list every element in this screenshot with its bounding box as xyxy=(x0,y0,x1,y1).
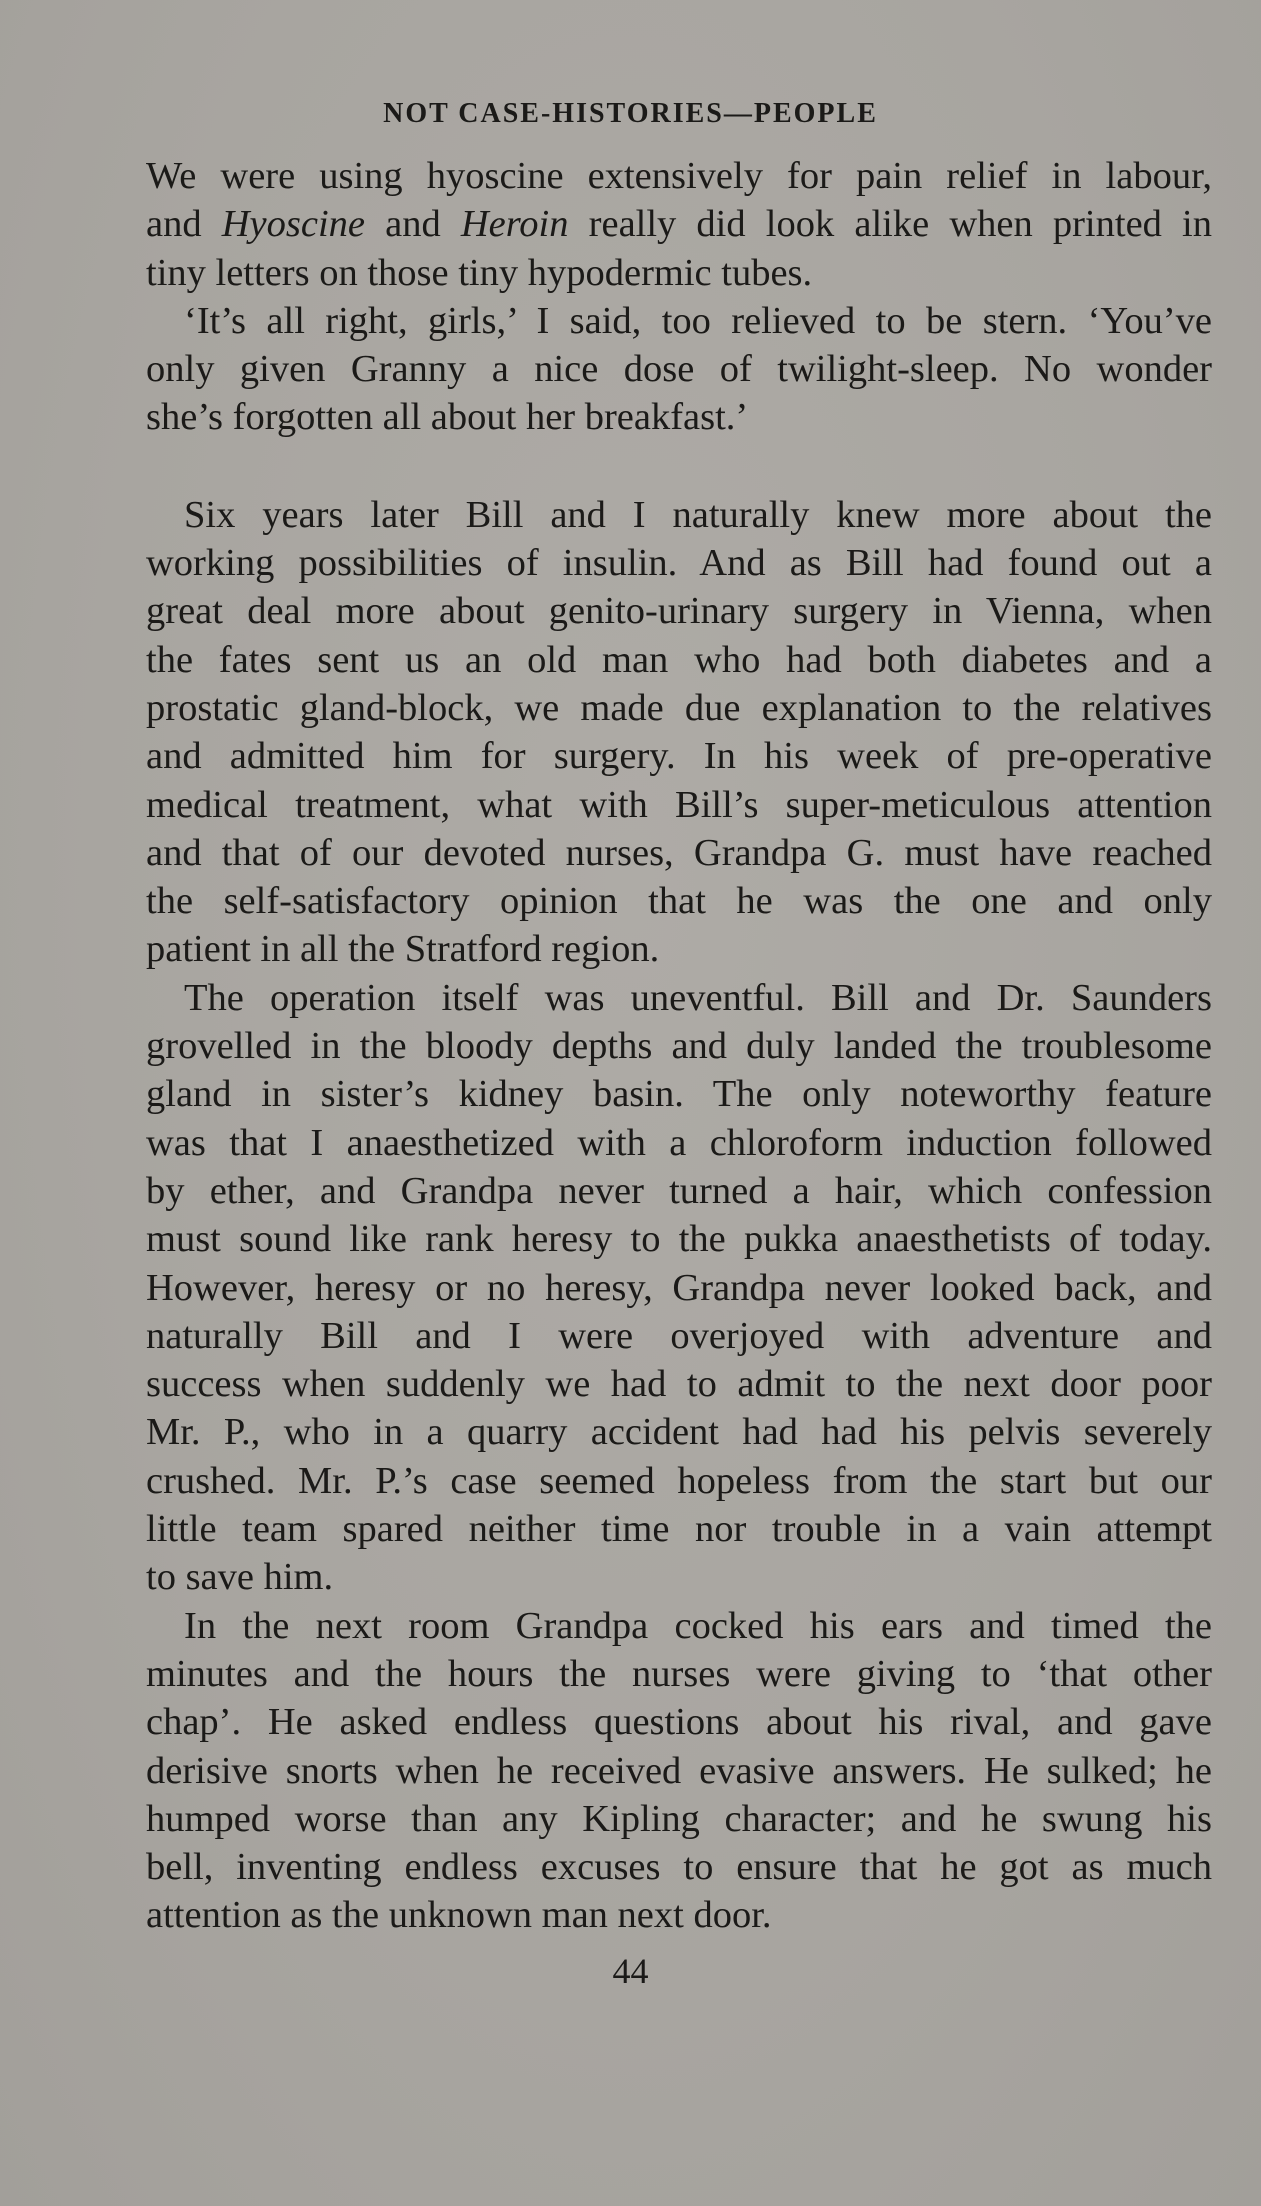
text-line: to save him. xyxy=(146,1556,334,1599)
text-line: The operation itself was uneventful. Bill and Dr. Saunders xyxy=(184,976,1212,1019)
text-line: the self-satisfactory opinion that he was the one and only xyxy=(146,880,1212,923)
text-line: she’s forgotten all about her breakfast.’ xyxy=(146,396,749,439)
text-run: and xyxy=(146,203,222,246)
text-line: only given Granny a nice dose of twilight-sleep. No wonder xyxy=(146,348,1212,391)
text-line: ‘It’s all right, girls,’ I said, too relieved to be stern. ‘You’ve xyxy=(184,299,1212,342)
text-line xyxy=(146,200,1212,248)
text-line: We were using hyoscine extensively for pain relief in labour, xyxy=(146,155,1212,197)
paragraph-5 xyxy=(146,1602,1212,1940)
text-line: working possibilities of insulin. And as Bill had found out a xyxy=(146,542,1212,585)
text-line: However, heresy or no heresy, Grandpa never looked back, and xyxy=(146,1266,1212,1309)
section-break xyxy=(146,442,1212,491)
page-number: 44 xyxy=(612,1951,649,1991)
paragraph-4 xyxy=(146,974,1212,1602)
text-line: minutes and the hours the nurses were giving to ‘that other xyxy=(146,1652,1212,1695)
text-line: attention as the unknown man next door. xyxy=(146,1894,772,1937)
text-line: grovelled in the bloody depths and duly landed the troublesome xyxy=(146,1025,1212,1068)
text-line: tiny letters on those tiny hypodermic tubes. xyxy=(146,251,813,294)
italic-term-hyoscine: Hyoscine xyxy=(221,203,365,246)
text-line: humped worse than any Kipling character; and he swung his xyxy=(146,1797,1212,1840)
paragraph-2 xyxy=(146,297,1212,442)
text-line: great deal more about genito-urinary surgery in Vienna, when xyxy=(146,590,1212,633)
text-line: by ether, and Grandpa never turned a hair, which confession xyxy=(146,1169,1212,1212)
text-line: naturally Bill and I were overjoyed with adventure and xyxy=(146,1314,1212,1357)
text-line: and that of our devoted nurses, Grandpa G. must have reached xyxy=(146,831,1212,874)
italic-term-heroin: Heroin xyxy=(460,203,569,246)
running-head: NOT CASE-HISTORIES—PEOPLE xyxy=(383,98,878,129)
paragraph-1 xyxy=(146,152,1212,297)
text-line: derisive snorts when he received evasive answers. He sulked; he xyxy=(146,1749,1212,1792)
text-run: really did look alike when printed in xyxy=(568,203,1212,246)
text-line: medical treatment, what with Bill’s super-meticulous attention xyxy=(146,783,1212,826)
text-line: bell, inventing endless excuses to ensure that he got as much xyxy=(146,1846,1212,1889)
text-line: and admitted him for surgery. In his week of pre-operative xyxy=(146,735,1212,778)
text-line: Six years later Bill and I naturally knew more about the xyxy=(184,493,1212,536)
text-line: gland in sister’s kidney basin. The only noteworthy feature xyxy=(146,1073,1212,1116)
text-line: patient in all the Stratford region. xyxy=(146,928,660,971)
text-run: and xyxy=(364,203,461,246)
paragraph-3 xyxy=(146,491,1212,974)
text-line: Mr. P., who in a quarry accident had had his pelvis severely xyxy=(146,1411,1212,1454)
text-line: success when suddenly we had to admit to the next door poor xyxy=(146,1363,1212,1406)
text-line: In the next room Grandpa cocked his ears and timed the xyxy=(184,1604,1212,1647)
text-line: crushed. Mr. P.’s case seemed hopeless from the start but our xyxy=(146,1459,1212,1502)
text-line: little team spared neither time nor trouble in a vain attempt xyxy=(146,1508,1212,1551)
text-line: must sound like rank heresy to the pukka anaesthetists of today. xyxy=(146,1218,1212,1261)
text-line: chap’. He asked endless questions about his rival, and gave xyxy=(146,1701,1212,1744)
body-text xyxy=(146,152,1212,1940)
text-line: prostatic gland-block, we made due explanation to the relatives xyxy=(146,686,1212,729)
text-line: was that I anaesthetized with a chloroform induction followed xyxy=(146,1121,1212,1164)
text-line: the fates sent us an old man who had both diabetes and a xyxy=(146,638,1212,681)
